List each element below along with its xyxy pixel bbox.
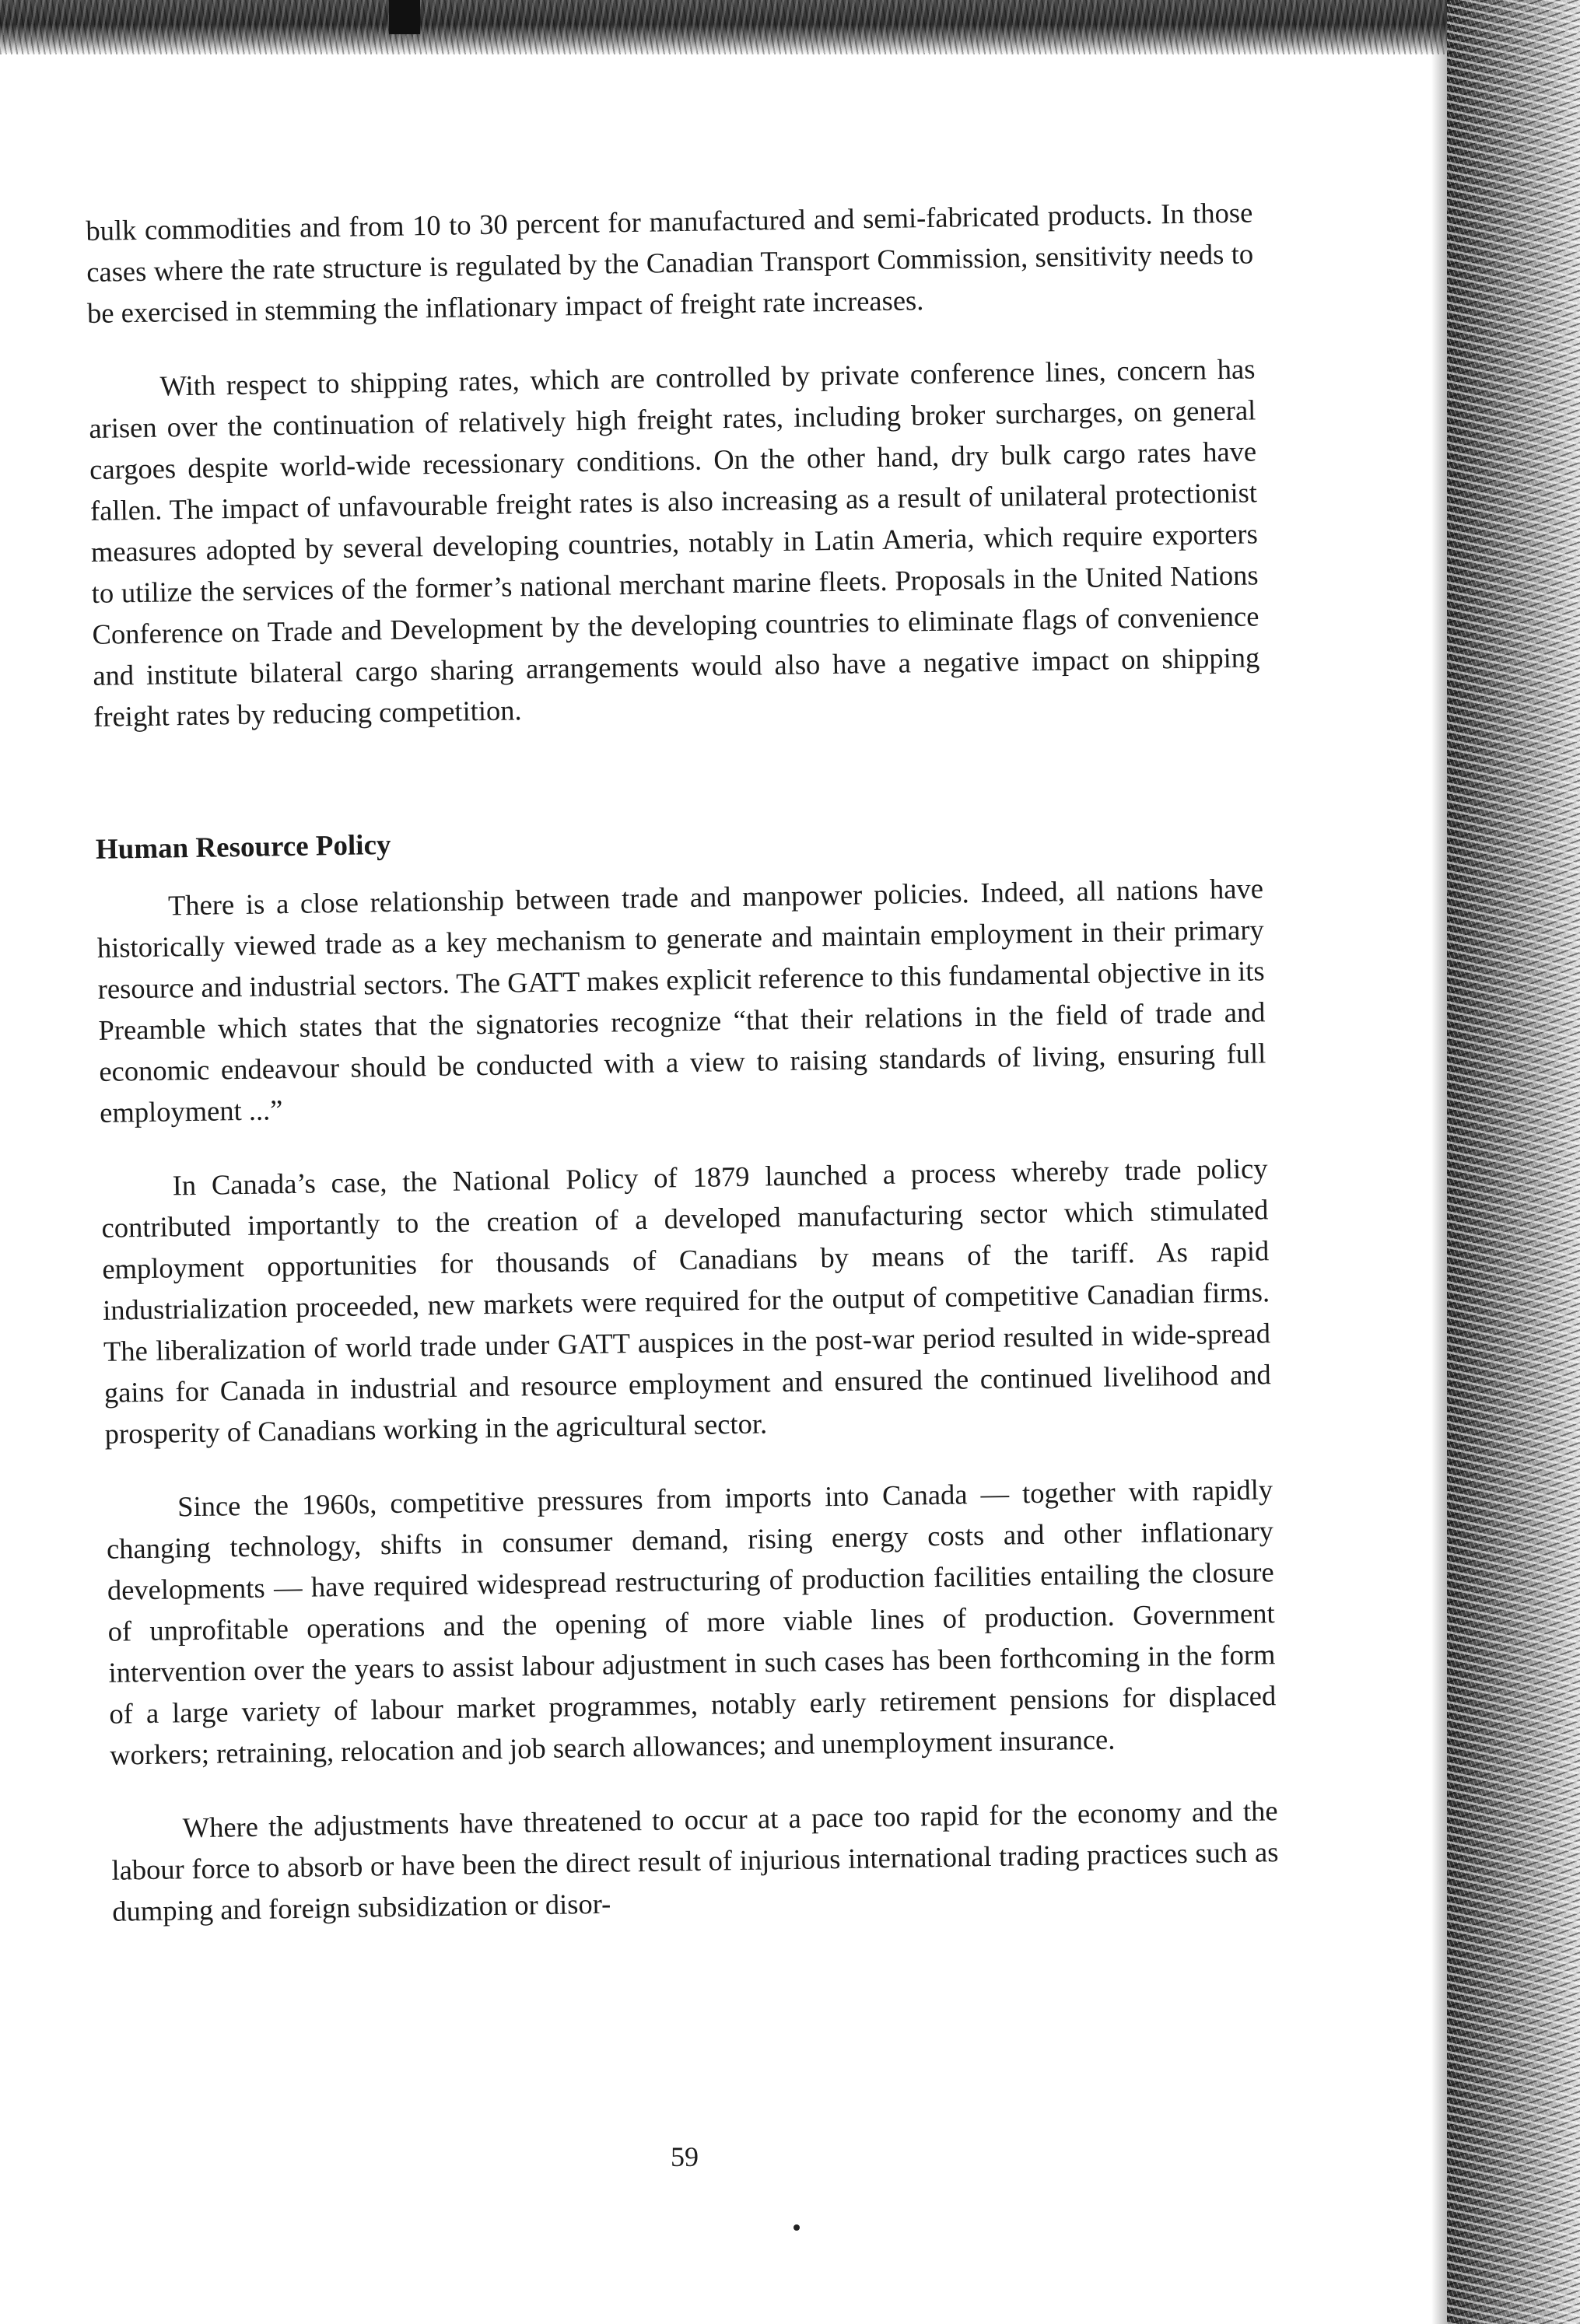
- scan-binding-mark: [389, 0, 420, 34]
- page-number: 59: [671, 2141, 699, 2172]
- scan-dot-mark: [794, 2224, 800, 2231]
- paragraph-national-policy: In Canada’s case, the National Policy of 1879 launched a process whereby trade policy contributed importantly to the creation of a developed manufacturing sector which stimulated employment opportunities for thousands of Canadians by means of the tariff. As rapid industrialization proceeded, new markets were required for the output of competitive Canadian firms. The liberalization of world trade under GATT auspices in the post-war period resulted in wide-spread gains for Canada in industrial and resource employment and ensured the continued livelihood and prosperity of Canadians working in the agricultural sector.: [101, 1152, 1272, 1450]
- paragraph-freight-rates-continued: bulk commodities and from 10 to 30 percent for manufactured and semi-fabricated products. In those cases where the rate structure is regulated by the Canadian Transport Commission, sensitivity needs to be exercised in stemming the inflationary impact of freight rate increases.: [86, 196, 1254, 329]
- scan-top-edge: [0, 0, 1580, 54]
- paragraph-adjustments: Where the adjustments have threatened to occur at a pace too rapid for the economy and the labour force to absorb or have been the direct result of injurious international trading practices such as dumping and foreign subsidization or disor-: [111, 1794, 1279, 1927]
- paragraph-competitive-pressures: Since the 1960s, competitive pressures from imports into Canada — together with rapidly changing technology, shifts in consumer demand, rising energy costs and other inflationary developments — have required widespread restructuring of production facilities entailing the closure of unprofitable operations and the opening of more viable lines of production. Government intervention over the years to assist labour adjustment in such cases has been forthcoming in the form of a large variety of labour market programmes, notably early retirement pensions for displaced workers; retraining, relocation and job search allowances; and unemployment insurance.: [106, 1473, 1277, 1771]
- paragraph-shipping-rates: With respect to shipping rates, which are controlled by private conference lines, concern has arisen over the continuation of relatively high freight rates, including broker surcharges, on general cargoes despite world-wide recessionary conditions. On the other hand, dry bulk cargo rates have fallen. The impact of unfavourable freight rates is also increasing as a result of unilateral protectionist measures adopted by several developing countries, notably in Latin Ameria, which require exporters to utilize the services of the former’s national merchant marine fleets. Proposals in the United Nations Conference on Trade and Development by the developing countries to eliminate flags of convenience and institute bilateral cargo sharing arrangements would also have a negative impact on shipping freight rates by reducing competition.: [89, 352, 1260, 733]
- section-heading: Human Resource Policy: [95, 828, 391, 866]
- scan-right-edge: [1447, 0, 1580, 2324]
- paragraph-trade-manpower: There is a close relationship between trade and manpower policies. Indeed, all nations have historically viewed trade as a key mechanism to generate and maintain employment in their primary resource and industrial sectors. The GATT makes explicit reference to this fundamental objective in its Preamble which states that the signatories recognize “that their relations in the field of trade and economic endeavour should be conducted with a view to raising standards of living, ensuring full employment ...”: [96, 872, 1266, 1129]
- document-page: [86, 191, 1280, 1931]
